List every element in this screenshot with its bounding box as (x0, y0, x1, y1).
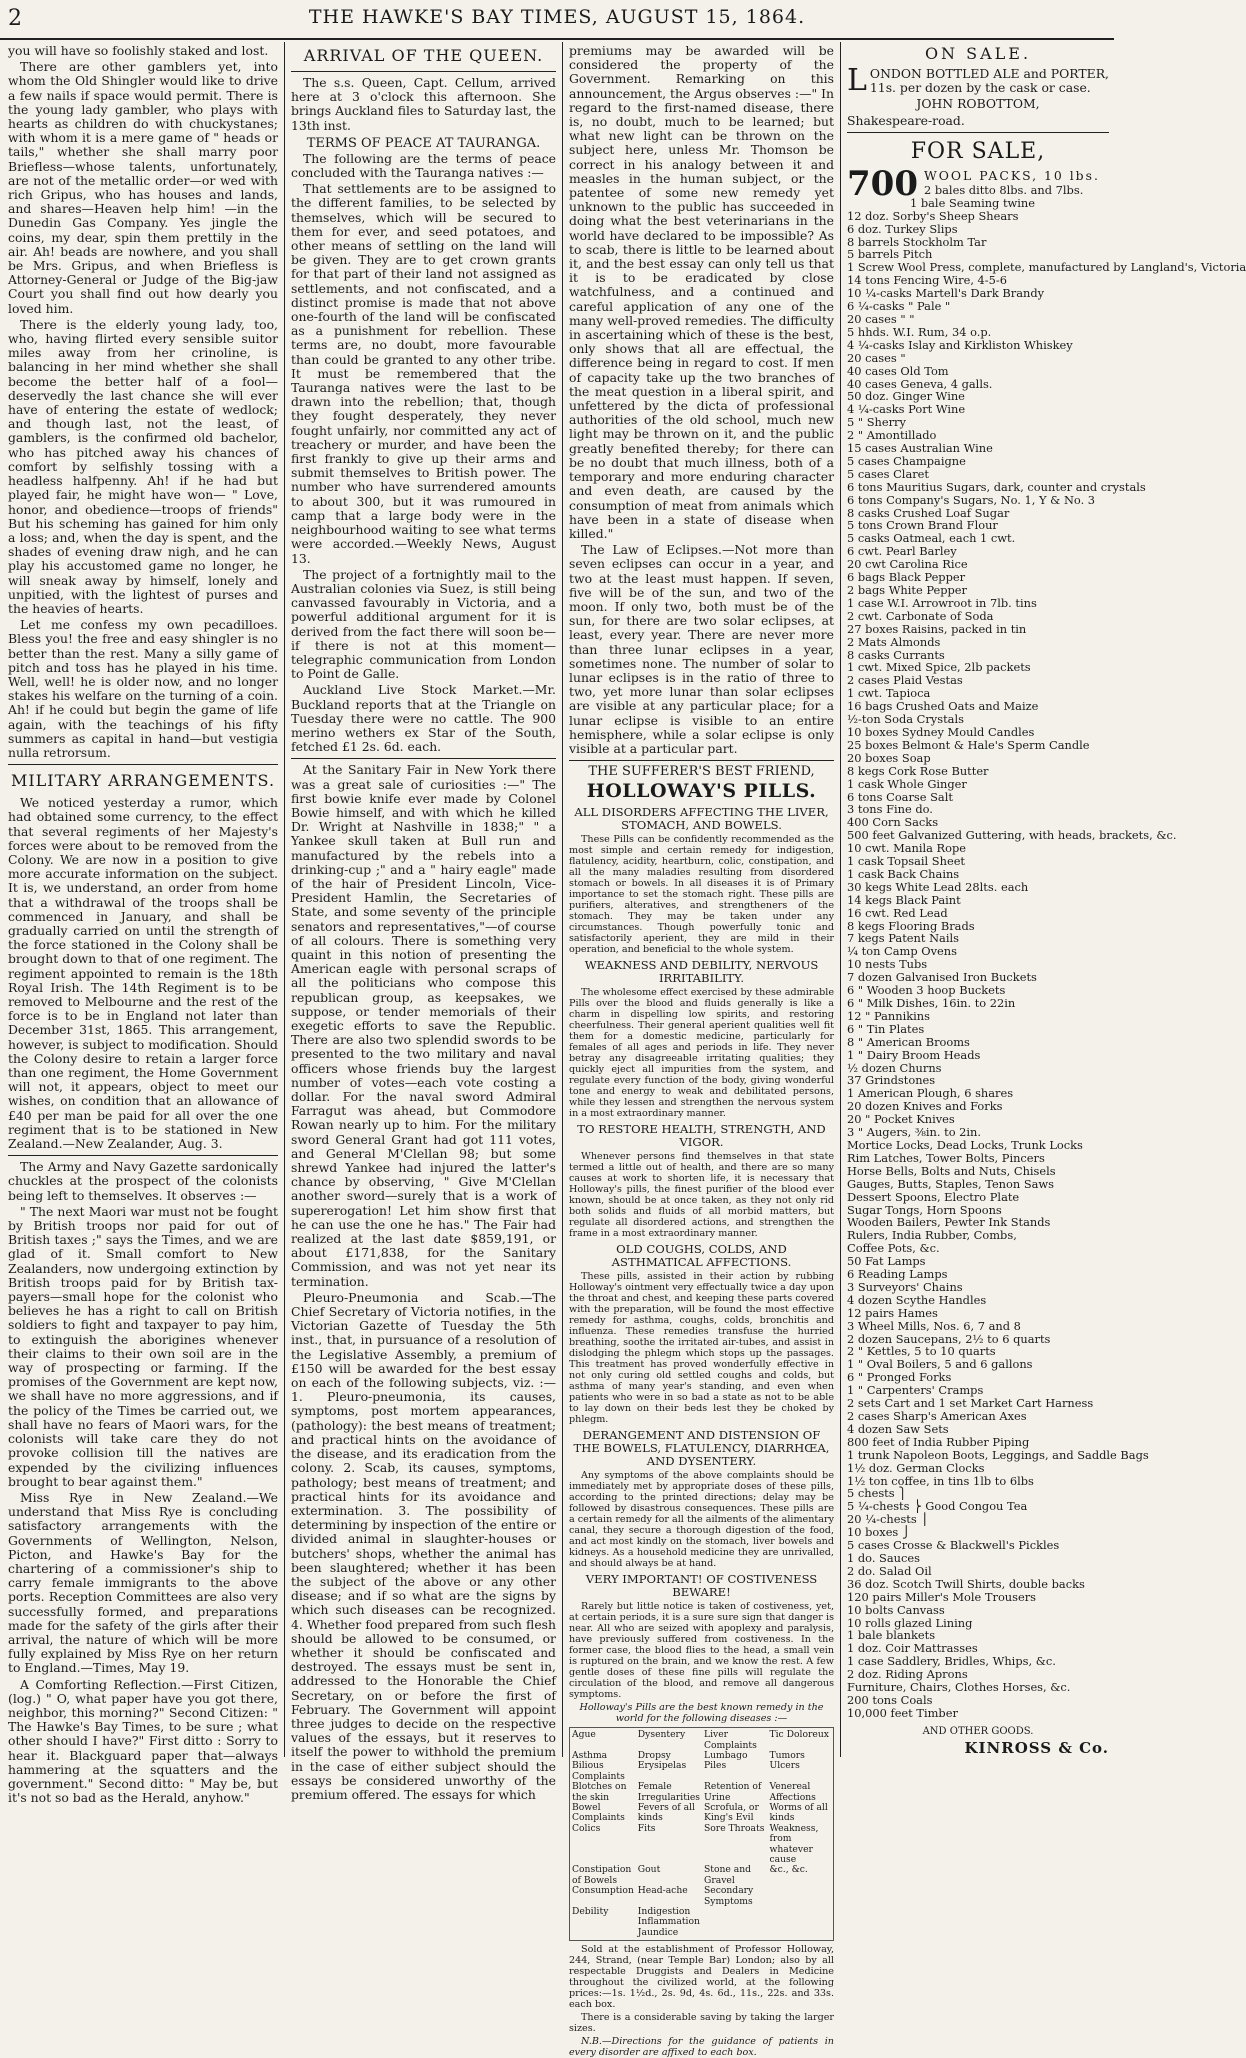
list-item: 1 American Plough, 6 shares (847, 1086, 1014, 1101)
list-item: 1 cask Topsail Sheet (847, 854, 966, 869)
list-item: 8 kegs Flooring Brads (847, 918, 975, 933)
list-item: 4 ¼-casks Islay and Kirkliston Whiskey (847, 337, 1073, 352)
list-item: 4 dozen Scythe Handles (847, 1292, 987, 1307)
ailment-cell: Dropsy (637, 1749, 671, 1761)
list-item: Gauges, Butts, Staples, Tenon Saws (847, 1176, 1055, 1191)
ailment-cell: Blotches on the skin (572, 1781, 627, 1803)
page-number: 2 (8, 6, 22, 31)
list-item: 37 Grindstones (847, 1073, 936, 1088)
ailment-cell (769, 1886, 831, 1907)
ailment-cell: Consumption (572, 1885, 634, 1897)
article-rule (569, 760, 834, 761)
ad-subheading: WEAKNESS AND DEBILITY, NERVOUS IRRITABILITY. (584, 958, 819, 986)
list-item: 1 cask Back Chains (847, 866, 960, 881)
list-item: 5 casks Oatmeal, each 1 cwt. (847, 531, 1016, 546)
ad-paragraph: Whenever persons find themselves in that state termed a little out of health, and there are so many causes at work to shorten life, it is necessary that Holloway's pills, the finest purifier of the blood ever known, should be at once taken, as they not only rid both solids and fluids of all morbid matters, but regulate all disordered actions, and strengthen the frame in a most extraordinary manner. (569, 1151, 834, 1240)
paragraph: premiums may be awarded will be considered the property of the Government. Remarking on this announcement, the Argus observes :—" In regard to the first-named disease, there is, no doubt, much to be learned; but what new light can be thrown on the subject here, unless Mr. Thomson be correct in his analogy between it and measles in the human subject, or the patentee of some new remedy yet unknown to the public has succeeded in doing what the best veterinarians in the world have declared to be impossible? As to scab, there is little to be learned about it, and the best essay can only tell us that it is to be eradicated by close watchfulness, and a continued and careful application of any one of the many well-proved remedies. The difficulty in ascertaining which of these is the best, only shows that all are effectual, the difference being in regard to cost. If men of capacity take up the two branches of the meat question in a liberal spirit, and unfettered by the dicta of professional authorities of the old school, much new light may be thrown on it, and the public greatly benefited thereby; for there can be no doubt that much illness, both of a temporary and more enduring character and even death, are caused by the consumption of meat from animals which have been in a state of disease when killed." (569, 43, 834, 541)
holloway-ad (569, 765, 834, 2058)
list-item: 2 Mats Almonds (847, 634, 941, 649)
paragraph: The project of a fortnightly mail to the Australian colonies via Suez, is still being canvassed favourably in Victoria, and a powerful additional argument for it is derived from the fact there will soon be—if there is not at this moment—telegraphic communication from London to Point de Galle. (291, 566, 556, 682)
list-item: 4 ¼-casks Port Wine (847, 402, 966, 417)
list-item: 1 cwt. Tapioca (847, 686, 931, 701)
ailment-cell (704, 1928, 766, 1938)
peace-heading: TERMS OF PEACE AT TAURANGA. (306, 135, 541, 151)
list-item: 6 " Wooden 3 hoop Buckets (847, 983, 1006, 998)
paragraph: " The next Maori war must not be fought by British troops nor paid for out of British taxes ;" says the Times, and we are glad of it. Small comfort to New Zealanders, now undergoing extinction by British troops paid for by British tax-payers—small hope for the colonist who believes he has a right to call on British soldiers to fight and taxpayer to pay him, to extinguish the aborigines whenever their claims to their own soil are in the way of prospecting or farming. If the promises of the Government are kept now, we shall have no more aggressions, and if the policy of the Times be carried out, we shall have no fears of Maori wars, for the colonists will take care they do not provoke collision till the natives are expended by the civilizing influences brought to bear against them." (8, 1203, 278, 1489)
list-item: 5 cases Champaigne (847, 453, 966, 468)
list-item: 800 feet of India Rubber Piping (847, 1434, 1030, 1449)
big-quantity: 700 (847, 163, 918, 204)
list-item: Rulers, India Rubber, Combs, (847, 1228, 1017, 1243)
list-item: 12 pairs Hames (847, 1305, 938, 1320)
list-item: 2 cases Sharp's American Axes (847, 1409, 1027, 1423)
list-item: 7 dozen Galvanised Iron Buckets (847, 970, 1037, 985)
list-item: Rim Latches, Tower Bolts, Pincers (847, 1150, 1045, 1165)
ailment-cell: Worms of all kinds (769, 1802, 828, 1824)
list-item: 5 tons Crown Brand Flour (847, 518, 998, 533)
ad-table-heading: Holloway's Pills are the best known remedy in the world for the following diseases :— (579, 1702, 824, 1725)
military-heading: MILITARY ARRANGEMENTS. (10, 771, 276, 791)
ailment-cell: Erysipelas (637, 1760, 687, 1772)
list-item: 2 cases Plaid Vestas (847, 673, 963, 688)
list-item: 5 ¼-chests ⎬ Good Congou Tea (847, 1499, 1028, 1514)
list-item: 6 " Tin Plates (847, 1021, 925, 1036)
ad-paragraph: These pills, assisted in their action by rubbing Holloway's ointment very effectually twice a day upon the throat and chest, and keeping these parts covered with the preparation, will be found the most effective remedy for asthma, coughs, colds, bronchitis and influenza. These remedies transfuse the hurried breathing, soothe the irritated air-tubes, and assist in dislodging the phlegm which stops up the passages. This treatment has proved wonderfully effective in not only curing old settled coughs and colds, but asthma of many year's standing, and even when patients who were in so bad a state as not to be able to lay down on their beds lest they be choked by phlegm. (569, 1271, 834, 1426)
list-item: 40 cases Old Tom (847, 363, 949, 378)
list-item: Dessert Spoons, Electro Plate (847, 1189, 1020, 1204)
list-item: 20 cwt Carolina Rice (847, 557, 968, 572)
ailment-cell: Gout (637, 1864, 661, 1876)
column-divider-2 (562, 42, 563, 1757)
list-item: 3 Wheel Mills, Nos. 6, 7 and 8 (847, 1318, 1021, 1333)
ailment-cell: Debility (572, 1906, 609, 1918)
list-item: 10 boxes Sydney Mould Candles (847, 724, 1035, 739)
list-item: 8 barrels Stockholm Tar (847, 234, 987, 249)
list-item: 1½ doz. German Clocks (847, 1460, 985, 1475)
list-item: 1 case W.I. Arrowroot in 7lb. tins (847, 595, 1037, 610)
ailment-cell: Dysentery (637, 1729, 686, 1741)
london-ad (847, 63, 1109, 128)
ailment-cell: Sore Throats (703, 1822, 765, 1834)
ailment-cell (704, 1907, 766, 1917)
list-item: 20 cases " " (847, 311, 915, 326)
paragraph: At the Sanitary Fair in New York there was a great sale of curiosities :—" The first bowie knife ever made by Colonel Bowie himself, and with which he killed Dr. Wright at Nashville in 1838;" " a Yankee skull taken at Bull run and manufactured by the rebels into a drinking-cup ;" and a " hairy eagle" made of the hair of President Lincoln, Vice-President Hamlin, the Secretaries of State, and some seventy of the principle senators and representatives,"—of course of all colours. There is something very quaint in this notion of presenting the American eagle with personal scraps of all the politicians who compose this republican group, as keepsakes, we suppose, or tender memorials of their exegetic efforts to save the Republic. There are also two splendid swords to be presented to the two military and naval officers whose friends buy the largest number of votes—each vote costing a dollar. For the naval sword Admiral Farragut was ahead, but Commodore Rowan nearly up to him. For the military sword General Grant had got 111 votes, and General M'Clellan 98; but some shrewd Yankee had injured the latter's chance by observing, " Give M'Clellan another sword—surely that is a work of supererogation! Let him show first that he can use the one he has." The Fair had realized at the last date $859,191, or about £171,838, for the Sanitary Commission, and was not yet near its termination. (291, 762, 556, 1289)
list-item: Mortice Locks, Dead Locks, Trunk Locks (847, 1137, 1083, 1152)
list-item: 2 do. Salad Oil (847, 1563, 932, 1578)
list-item: 12 doz. Sorby's Sheep Shears (847, 208, 1019, 223)
column-3 (569, 43, 834, 2058)
list-item: ¼ ton Camp Ovens (847, 944, 957, 959)
advertiser-name: JOHN ROBOTTOM, (916, 96, 1040, 112)
list-item: 2 bags White Pepper (847, 583, 967, 597)
paragraph: That settlements are to be assigned to the different families, to be selected by themselves, which will be secured to them for ever, and seed potatoes, and other means of settling on the land will be given. They are to get crown grants for that part of their land not assigned as settlements, and not confiscated, and a distinct promise is made that not above one-fourth of the land will be confiscated as a punishment for rebellion. These terms are, no doubt, more favourable than could be granted to any other tribe. It must be remembered that the Tauranga natives were the last to be drawn into the rebellion; that, though they fought desperately, they never fought unfairly, nor committed any act of treachery or murder, and have been the first frankly to give up their arms and submit themselves to British power. The number who have surrendered amounts to about 300, but it was rumoured in camp that a large body were in the neighbourhood waiting to see what terms were accorded.—Weekly News, August 13. (291, 181, 556, 566)
paragraph: Let me confess my own pecadilloes. Bless you! the free and easy shingler is no better than the rest. Many a silly game of pitch and toss has he played in his time. Well, well! he is older now, and no longer stakes his welfare on the turning of a coin. Ah! if he could but begin the game of life again, with the teachings of his fifty summers as capital in hand—but vestigia nulla retrorsum. (8, 617, 278, 760)
list-item: 8 " American Brooms (847, 1034, 970, 1049)
list-item: 2 " Amontillado (847, 428, 937, 443)
list-item: 8 casks Currants (847, 647, 945, 662)
advertiser-signature: KINROSS & Co. (964, 1738, 1109, 1757)
paragraph: Miss Rye in New Zealand.—We understand that Miss Rye is concluding satisfactory arrangements with the Governments of Wellington, Nelson, Picton, and Hawke's Bay for the chartering of a commissioner's ship to carry female immigrants to the above ports. Reception Committees are also very successfully formed, and preparations made for the safety of the girls after their arrival, the nature of which will be more fully explained by Miss Rye on her return to England.—Times, May 19. (8, 1489, 278, 1676)
ad-paragraph: Sold at the establishment of Professor Holloway, 244, Strand, (near Temple Bar) London; also by all respectable Druggists and Dealers in Medicine throughout the civilized world, at the following prices:—1s. 1½d., 2s. 9d, 4s. 6d., 11s., 22s. and 33s. each box. (569, 1944, 834, 2011)
ailment-cell: Ulcers (769, 1760, 800, 1772)
list-item: 10 bolts Canvass (847, 1602, 945, 1617)
list-item: 8 casks Crushed Loaf Sugar (847, 505, 1010, 520)
list-item: ½ dozen Churns (847, 1060, 942, 1075)
list-item: 6 " Pronged Forks (847, 1370, 952, 1385)
ailment-cell: Venereal Affections (769, 1781, 816, 1803)
paragraph: The following are the terms of peace concluded with the Tauranga natives :— (291, 150, 556, 181)
list-item: 2 sets Cart and 1 set Market Cart Harness (847, 1396, 1094, 1411)
list-item: Coffee Pots, &c. (847, 1241, 940, 1256)
ailment-cell: Secondary Symptoms (703, 1885, 754, 1907)
list-item: 10 rolls glazed Lining (847, 1615, 973, 1630)
list-item: 16 cwt. Red Lead (847, 905, 948, 920)
list-item: 6 doz. Turkey Slips (847, 221, 958, 236)
list-item: 1 do. Sauces (847, 1550, 920, 1565)
list-item: 3 Surveyors' Chains (847, 1279, 963, 1294)
list-item: 5 hhds. W.I. Rum, 34 o.p. (847, 324, 992, 339)
ailment-cell: Piles (703, 1760, 727, 1772)
ailment-cell: Colics (572, 1822, 601, 1834)
list-item: 10 ¼-casks Martell's Dark Brandy (847, 286, 1045, 301)
ailment-cell: Weakness, from whatever cause (769, 1822, 819, 1866)
list-item: 2 cwt. Carbonate of Soda (847, 608, 994, 623)
paragraph: you will have so foolishly staked and lost. (8, 43, 269, 58)
list-item: 7 kegs Patent Nails (847, 931, 959, 946)
list-item: 6 bags Black Pepper (847, 570, 966, 585)
list-item: 5 cases Claret (847, 466, 930, 481)
ailment-cell: Tic Doloreux (769, 1729, 829, 1741)
masthead-rule (0, 38, 1114, 40)
list-item: Furniture, Chairs, Clothes Horses, &c. (847, 1680, 1071, 1695)
article-rule (291, 71, 556, 72)
ad-paragraph: Any symptoms of the above complaints should be immediately met by appropriate doses of these pills, according to the printed directions; delay may be followed by disastrous consequences. These pills are a certain remedy for all the ailments of the alimentary canal, they secure a thorough digestion of the food, and act most kindly on the stomach, liver bowels and kidneys. As a household medicine they are unrivalled, and should always be at hand. (569, 1470, 834, 1570)
arrival-heading: ARRIVAL OF THE QUEEN. (303, 46, 544, 65)
ailments-table (569, 1727, 834, 1941)
list-item: 2 " Kettles, 5 to 10 quarts (847, 1344, 996, 1359)
list-item: 20 dozen Knives and Forks (847, 1099, 1003, 1114)
list-item: 14 tons Fencing Wire, 4-5-6 (847, 273, 1007, 288)
paragraph: A Comforting Reflection.—First Citizen, (log.) " O, what paper have you got there, neighbor, this morning?" Second Citizen: " The Hawke's Bay Times, to be sure ; what other should I have?" First ditto : Sorry to hear it. Blackguard paper that—always hammering at the squatters and the government." Second ditto: " May be, but it's not so bad as the Herald, anyhow." (8, 1676, 278, 1806)
paragraph: We noticed yesterday a rumor, which had obtained some currency, to the effect that several regiments of her Majesty's forces were about to be removed from the Colony. We are now in a position to give more accurate information on the subject. It is, we understand, an order from home that a withdrawal of the troops shall be commenced in January, and shall be gradually carried on until the strength of the force stationed in the Colony shall be brought down to that of one regiment. The regiment appointed to remain is the 18th Royal Irish. The 14th Regiment is to be removed to Melbourne and the rest of the force is to be in England not later than December 31st, 1865. This arrangement, however, is subject to modification. Should the Colony desire to retain a larger force than one regiment, the Home Government will not, it appears, object to meet our wishes, on condition that an allowance of £40 per man be paid for all over the one regiment that is to be stationed in New Zealand.—New Zealander, Aug. 3. (8, 795, 278, 1152)
list-item: 10 nests Tubs (847, 957, 928, 972)
ad-subheading: ALL DISORDERS AFFECTING THE LIVER, STOMACH, AND BOWELS. (574, 805, 829, 833)
list-item: 1½ ton coffee, in tins 1lb to 6lbs (847, 1473, 1034, 1488)
ailment-cell: &c., &c. (769, 1864, 808, 1876)
list-item: 8 kegs Cork Rose Butter (847, 763, 989, 778)
ad-paragraph: The wholesome effect exercised by these admirable Pills over the blood and fluids generally is like a charm in dispelling low spirits, and restoring cheerfulness. Their general aperient qualities well fit them for a domestic medicine, particularly for females of all ages and periods in life. They never betray any disagreeable irritating qualities; they quickly eject all impurities from the system, and regulate every function of the body, giving wonderful tone and energy to weak and debilitated persons, while they lessen and strengthen the nervous system in a most extraordinary manner. (569, 987, 834, 1120)
ailment-cell: Liver Complaints (703, 1729, 757, 1751)
list-item: 20 " Pocket Knives (847, 1112, 955, 1127)
list-item: 1 doz. Coir Mattrasses (847, 1641, 978, 1656)
ailment-cell (769, 1917, 831, 1927)
list-item: 1 trunk Napoleon Boots, Leggings, and Saddle Bags (847, 1447, 1149, 1462)
article-rule (291, 758, 556, 759)
list-item: 2 doz. Riding Aprons (847, 1667, 968, 1682)
ailment-cell (769, 1907, 831, 1917)
advertiser-address: Shakespeare-road. (847, 112, 965, 128)
list-item: 10 cwt. Manila Rope (847, 841, 967, 856)
ad-tagline: THE SUFFERER'S BEST FRIEND, (588, 764, 815, 780)
masthead-bar (0, 0, 1114, 40)
paragraph: The s.s. Queen, Capt. Cellum, arrived here at 3 o'clock this afternoon. She brings Auckland files to Saturday last, the 13th inst. (291, 75, 556, 133)
list-item: 6 Reading Lamps (847, 1267, 948, 1282)
ailment-cell: Indigestion (637, 1906, 691, 1918)
list-item: 5 barrels Pitch (847, 247, 933, 262)
list-item: 10,000 feet Timber (847, 1705, 958, 1720)
ad-paragraph: N.B.—Directions for the guidance of patients in every disorder are affixed to each box. (569, 2036, 834, 2058)
ailment-cell: Stone and Gravel (703, 1864, 752, 1886)
ailment-cell: Jaundice (637, 1926, 679, 1938)
ailment-cell: Scrofula, or King's Evil (703, 1802, 759, 1824)
ailment-cell: Head-ache (637, 1885, 688, 1897)
list-item: 200 tons Coals (847, 1692, 933, 1707)
list-item: 120 pairs Miller's Mole Trousers (847, 1589, 1037, 1604)
list-item: 2 bales ditto 8lbs. and 7lbs. (923, 182, 1084, 197)
list-item: 10 boxes ⎭ (847, 1525, 911, 1540)
list-item: 3 tons Fine do. (847, 802, 933, 817)
column-2 (291, 44, 556, 1802)
list-item: 25 boxes Belmont & Hale's Sperm Candle (847, 737, 1090, 752)
list-item: 20 ¼-chests ⎪ (847, 1512, 929, 1527)
ailment-cell: Fits (637, 1822, 656, 1834)
list-item: 6 tons Mauritius Sugars, dark, counter and crystals (847, 479, 1146, 494)
column-1 (8, 43, 278, 1806)
list-item: Horse Bells, Bolts and Nuts, Chisels (847, 1163, 1056, 1178)
ailment-cell: Retention of Urine (703, 1781, 762, 1803)
ad-paragraph: These Pills can be confidently recommended as the most simple and certain remedy for indigestion, flatulency, acidity, heartburn, colic, constipation, and all the many maladies resulting from disordered stomach or bowels. In all diseases it is of Primary importance to set the stomach right. These pills are purifiers, alteratives, and strengtheners of the stomach. They may be taken under any circumstances. Though powerfully tonic and satisfactorily aperient, they are mild in their operation, and beneficial to the whole system. (569, 834, 834, 956)
list-item: 5 chests ⎫ (847, 1486, 907, 1501)
paragraph: Pleuro-Pneumonia and Scab.—The Chief Secretary of Victoria notifies, in the Victorian Gazette of Tuesday the 5th inst., that, in pursuance of a resolution of the Legislative Assembly, a premium of £150 will be awarded for the best essay on each of the following subjects, viz. :—1. Pleuro-pneumonia, its causes, symptoms, post mortem appearances, (pathology): the best means of treatment; and practical hints on the avoidance of the disease, and its eradication from the colony. 2. Scab, its causes, symptoms, pathology; best means of treatment; and practical hints for its avoidance and extermination. 3. The possibility of determining by inspection of the entire or divided animal in slaughter-houses or butchers' shops, whether the animal has been slaughtered; whether it has been the subject of the above or any other disease; and if so what are the signs by which such diseases can be recognized. 4. Whether food prepared from such flesh should be allowed to be consumed, or whether it should be confiscated and destroyed. The essays must be sent in, addressed to the Honorable the Chief Secretary, on or before the first of February. The Government will appoint three judges to decide on the respective values of the essays, but it reserves to itself the power to withhold the premium in the case of either subject should the essays be considered unworthy of the premium offered. The essays for which (291, 1289, 556, 1802)
article-rule (8, 764, 278, 765)
ailment-cell: Constipation of Bowels (572, 1864, 632, 1886)
ad-text: ONDON BOTTLED ALE and PORTER, 11s. per dozen by the cask or case. (869, 66, 1109, 96)
other-goods: AND OTHER GOODS. (922, 1725, 1034, 1737)
ailment-cell (572, 1917, 634, 1927)
ad-paragraph: There is a considerable saving by taking the larger sizes. (569, 2012, 834, 2035)
drop-cap: L (847, 63, 867, 98)
goods-list-block (847, 163, 1246, 1720)
paragraph: The Army and Navy Gazette sardonically chuckles at the prospect of the colonists being left to themselves. It observes :— (8, 1159, 278, 1203)
list-item: 5 cases Crosse & Blackwell's Pickles (847, 1538, 1060, 1553)
list-item: 1 cwt. Mixed Spice, 2lb packets (847, 660, 1031, 675)
list-item: ½-ton Soda Crystals (847, 712, 964, 727)
list-item: 36 doz. Scotch Twill Shirts, double backs (847, 1576, 1085, 1591)
list-item: 16 bags Crushed Oats and Maize (847, 699, 1039, 714)
list-item: 50 doz. Ginger Wine (847, 389, 965, 404)
list-item: 6 ¼-casks " Pale " (847, 299, 951, 314)
list-item: 5 " Sherry (847, 415, 906, 430)
column-divider-3 (840, 42, 841, 1757)
ad-title: HOLLOWAY'S PILLS. (586, 780, 817, 803)
list-item: 12 " Pannikins (847, 1008, 930, 1023)
list-item: 1 bale blankets (847, 1628, 936, 1643)
ailment-cell: Lumbago (703, 1749, 748, 1761)
goods-list (847, 195, 1246, 1720)
masthead-title: THE HAWKE'S BAY TIMES, AUGUST 15, 1864. (308, 6, 806, 28)
ailment-cell: Inflammation (637, 1916, 700, 1928)
list-item: 4 dozen Saw Sets (847, 1421, 949, 1436)
paragraph: The Law of Eclipses.—Not more than seven eclipses can occur in a year, and two at the least must happen. If seven, five will be of the sun, and two of the moon. If only two, both must be of the sun, for there are two solar eclipses, at least, every year. There are never more than three lunar eclipses in a year, sometimes none. The number of solar to lunar eclipses is in the ratio of three to two, yet more lunar than solar eclipses are visible at any particular place; for a lunar eclipse is visible to an entire hemisphere, while a solar eclipse is only visible at a particular part. (569, 542, 834, 756)
list-item: 15 cases Australian Wine (847, 441, 993, 456)
list-item: 20 boxes Soap (847, 750, 931, 765)
ad-rule (847, 132, 1109, 133)
on-sale-heading: ON SALE. (924, 44, 1032, 63)
ailment-cell: Bowel Complaints (572, 1802, 625, 1824)
paragraph: Auckland Live Stock Market.—Mr. Buckland reports that at the Triangle on Tuesday there were no cattle. The 900 merino wethers ex Star of the South, fetched £1 2s. 6d. each. (291, 682, 556, 755)
ailment-cell: Asthma (572, 1749, 608, 1761)
list-item: 6 tons Coarse Salt (847, 789, 953, 804)
ailment-cell (704, 1917, 766, 1927)
list-item: 400 Corn Sacks (847, 815, 939, 830)
list-item: 1 " Dairy Broom Heads (847, 1047, 981, 1062)
ad-subheading: TO RESTORE HEALTH, STRENGTH, AND VIGOR. (577, 1122, 826, 1150)
for-sale-heading: FOR SALE, (910, 138, 1046, 164)
list-item: 1 cask Whole Ginger (847, 776, 967, 791)
list-item: 50 Fat Lamps (847, 1254, 926, 1269)
list-item: Wooden Bailers, Pewter Ink Stands (847, 1215, 1051, 1230)
list-item: 1 " Carpenters' Cramps (847, 1383, 984, 1398)
ad-subheading: DERANGEMENT AND DISTENSION OF THE BOWELS, FLATULENCY, DIARRHŒA, AND DYSENTERY. (573, 1428, 830, 1469)
list-item: 2 dozen Saucepans, 2½ to 6 quarts (847, 1331, 1051, 1346)
list-item: 1 " Oval Boilers, 5 and 6 gallons (847, 1357, 1033, 1372)
list-item: 500 feet Galvanized Guttering, with heads, brackets, &c. (847, 828, 1177, 843)
list-item: 1 Screw Wool Press, complete, manufactured by Langland's, Victoria (847, 260, 1246, 275)
ailment-cell: Female Irregularities (637, 1781, 700, 1803)
ad-subheading: VERY IMPORTANT! OF COSTIVENESS BEWARE! (585, 1572, 818, 1600)
list-item: 1 case Saddlery, Bridles, Whips, &c. (847, 1654, 1056, 1669)
list-item: 6 tons Company's Sugars, No. 1, Y & No. 3 (847, 492, 1096, 507)
list-item: Sugar Tongs, Horn Spoons (847, 1202, 1002, 1217)
list-item: 27 boxes Raisins, packed in tin (847, 621, 1027, 636)
ailment-cell: Fevers of all kinds (637, 1802, 695, 1824)
ailment-cell (572, 1928, 634, 1938)
first-item: WOOL PACKS, 10 lbs. (923, 167, 1100, 183)
column-divider-1 (284, 42, 285, 1757)
list-item: 6 cwt. Pearl Barley (847, 544, 957, 559)
list-item: 6 " Milk Dishes, 16in. to 22in (847, 996, 1016, 1010)
ailment-cell: Tumors (769, 1749, 805, 1761)
list-item: 14 kegs Black Paint (847, 892, 961, 907)
list-item: 40 cases Geneva, 4 galls. (847, 376, 993, 391)
article-rule (8, 1155, 278, 1156)
column-4 (847, 44, 1246, 1757)
paragraph: There is the elderly young lady, too, who, having flirted every sensible suitor miles away from her crinoline, is balancing in her mind whether she shall become the better half of a fool—deservedly the last chance she will ever have of entering the estate of wedlock; and though last, not the least, of gamblers, is the confirmed old bachelor, who has pitched away his chances of comfort by selfishly tossing with a headless halfpenny. Ah! if he had but played fair, he might have won— " Love, honor, and obedience—troops of friends" But his scheming has gained for him only a loss; and, when the day is spent, and the shades of evening draw nigh, and he can play his accustomed game no longer, he will sneak away by himself, lonely and unpitied, with the lightest of purses and the heavies of hearts. (8, 316, 278, 616)
ad-paragraph: Rarely but little notice is taken of costiveness, yet, at certain periods, it is a sure sure sign that danger is near. All who are seized with apoplexy and paralysis, have previously suffered from costiveness. In the former case, the blood flies to the head, a small vein is ruptured on the brain, and we know the rest. A few gentle doses of these fine pills will regulate the circulation of the blood, and remove all dangerous symptoms. (569, 1601, 834, 1701)
ailment-cell: Ague (572, 1729, 596, 1741)
list-item: 1 bale Seaming twine (909, 195, 1036, 210)
ailment-cell: Bilious Complaints (572, 1760, 625, 1782)
ad-subheading: OLD COUGHS, COLDS, AND ASTHMATICAL AFFECTIONS. (611, 1242, 792, 1270)
list-item: 20 cases " (847, 350, 906, 365)
ailment-cell (769, 1928, 831, 1938)
paragraph: There are other gamblers yet, into whom the Old Shingler would like to drive a few nails if space would permit. There is the young lady gambler, who plays with hearts as children do with chuckystanes; with whom it is a mere game of " heads or tails," whether she shall marry poor Briefless—whose talents, unfortunately, are not of the metallic order—or wed with rich Gripus, who has houses and lands, and shares—Heaven help him! —in the Dunedin Gas Company. Yes jingle the coins, my dear, spin them prettily in the air. Ah! beads are nowhere, and you shall be Mrs. Gripus, and when Briefless is Attorney-General or Judge of the Big-jaw Court you shall find out how dearly you loved him. (8, 59, 278, 316)
list-item: 30 kegs White Lead 28lts. each (847, 879, 1029, 894)
list-item: 3 " Augers, ⅜in. to 2in. (847, 1125, 982, 1140)
